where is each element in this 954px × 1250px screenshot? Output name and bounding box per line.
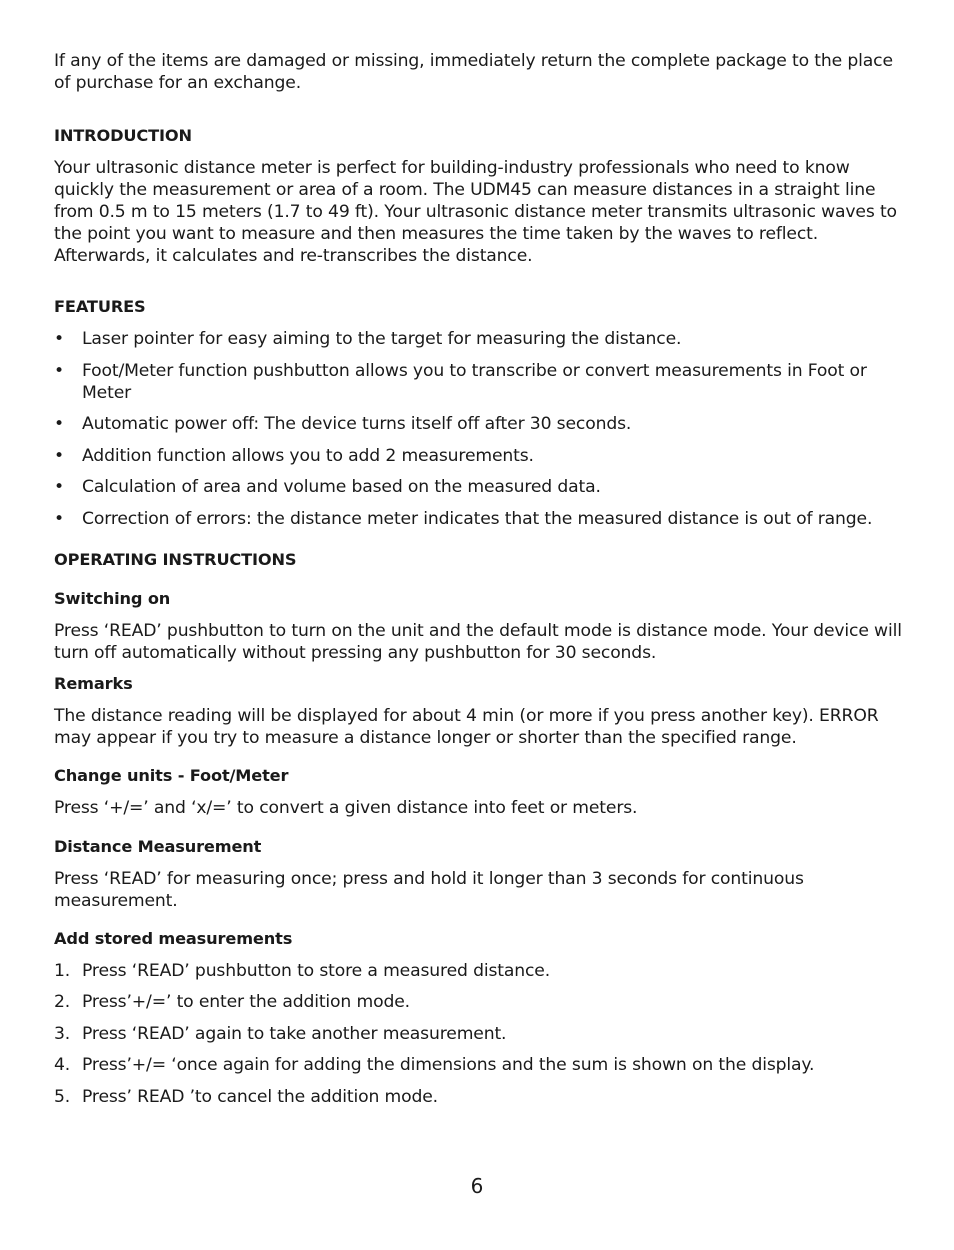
features-heading: FEATURES <box>54 297 146 316</box>
step-number: 4. <box>54 1055 71 1075</box>
features-list <box>54 328 914 530</box>
bullet-marker: • <box>54 477 64 497</box>
introduction-heading: INTRODUCTION <box>54 126 192 145</box>
list-item <box>54 445 914 467</box>
switching-on-body: Press ‘READ’ pushbutton to turn on the unit and the default mode is distance mode. Your device will turn off automatically without pressing any pushbutton for 30 seconds. <box>54 620 902 663</box>
features-section <box>54 296 914 530</box>
step-text: Press’+/=’ to enter the addition mode. <box>82 992 410 1012</box>
list-item <box>54 360 914 404</box>
remarks-title: Remarks <box>54 673 133 693</box>
bullet-marker: • <box>54 508 64 529</box>
step-text: Press ‘READ’ again to take another measurement. <box>82 1023 507 1044</box>
step-number: 2. <box>54 992 71 1012</box>
remarks-body: The distance reading will be displayed for about 4 min (or more if you press another key). ERROR may appear if you try to measure a distance longer or shorter than the specified range. <box>54 705 879 748</box>
bullet-marker: • <box>54 329 64 349</box>
list-item <box>54 328 914 350</box>
feature-text: Calculation of area and volume based on the measured data. <box>82 477 601 497</box>
feature-text: Addition function allows you to add 2 measurements. <box>82 445 534 466</box>
introduction-section <box>54 125 914 267</box>
list-item <box>54 960 914 982</box>
introduction-body: Your ultrasonic distance meter is perfect for building-industry professionals who need to know quickly the measurement or area of a room. The UDM45 can measure distances in a straight line from 0.5 m to 15 meters (1.7 to 49 ft). Your ultrasonic distance meter transmits ultrasonic waves to the point you want to measure and then measures the time taken by the waves to reflect. Afterwards, it calculates and re-transcribes the distance. <box>54 158 897 266</box>
intro-paragraph: If any of the items are damaged or missing, immediately return the complete package to the place of purchase for an exchange. <box>54 51 893 93</box>
distance-measurement-title: Distance Measurement <box>54 836 262 856</box>
bullet-marker: • <box>54 360 64 381</box>
step-text: Press’+/= ‘once again for adding the dimensions and the sum is shown on the display. <box>82 1055 815 1075</box>
feature-text: Foot/Meter function pushbutton allows you to transcribe or convert measurements in Foot or Meter <box>82 360 867 403</box>
list-item <box>54 413 914 435</box>
change-units-title: Change units - Foot/Meter <box>54 765 289 785</box>
switching-on-title: Switching on <box>54 588 171 608</box>
manual-page <box>54 50 914 1117</box>
list-item <box>54 991 914 1013</box>
step-number: 5. <box>54 1086 71 1107</box>
bullet-marker: • <box>54 445 64 466</box>
change-units-body: Press ‘+/=’ and ‘x/=’ to convert a given distance into feet or meters. <box>54 797 638 818</box>
list-item <box>54 476 914 498</box>
step-number: 1. <box>54 960 71 981</box>
list-item <box>54 1023 914 1045</box>
list-item <box>54 1054 914 1076</box>
distance-measurement-body: Press ‘READ’ for measuring once; press and hold it longer than 3 seconds for continuous measurement. <box>54 868 804 911</box>
list-item <box>54 1086 914 1108</box>
feature-text: Automatic power off: The device turns itself off after 30 seconds. <box>82 414 632 434</box>
step-number: 3. <box>54 1023 71 1044</box>
bullet-marker: • <box>54 414 64 434</box>
feature-text: Correction of errors: the distance meter indicates that the measured distance is out of range. <box>82 508 873 529</box>
step-text: Press ‘READ’ pushbutton to store a measured distance. <box>82 960 551 981</box>
step-text: Press’ READ ’to cancel the addition mode. <box>82 1086 438 1107</box>
feature-text: Laser pointer for easy aiming to the target for measuring the distance. <box>82 329 682 349</box>
operating-section <box>54 549 914 1108</box>
add-stored-title: Add stored measurements <box>54 928 293 948</box>
add-stored-steps <box>54 960 914 1108</box>
operating-heading: OPERATING INSTRUCTIONS <box>54 549 297 569</box>
page-number: 6 <box>470 1174 484 1198</box>
list-item <box>54 508 914 530</box>
